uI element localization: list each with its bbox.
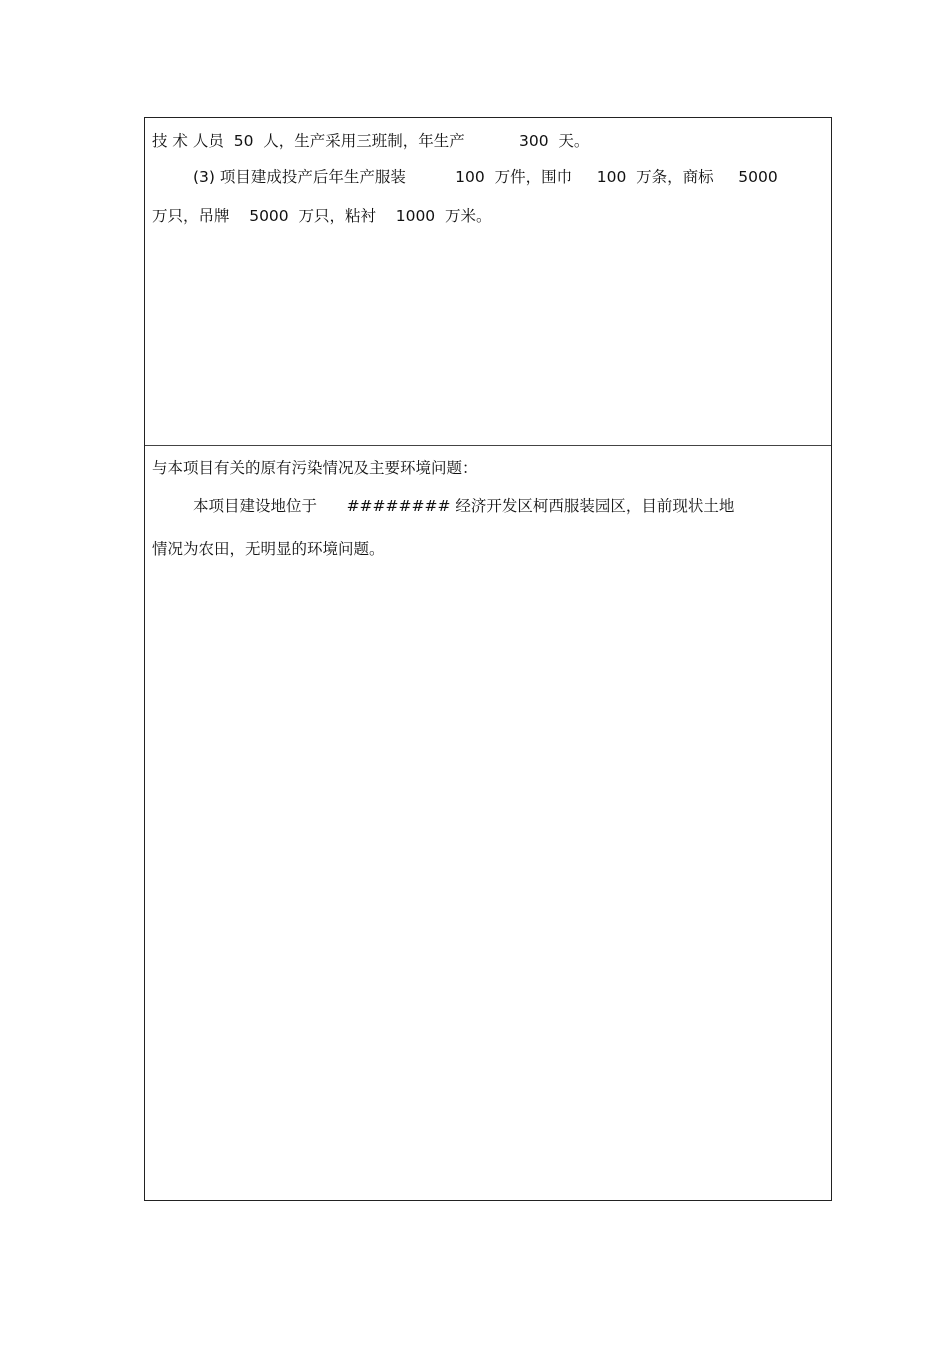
site-description-line: 本项目建设地位于 ######## 经济开发区柯西服装园区，目前现状土地 <box>193 497 735 515</box>
project-scale-cell <box>145 118 831 446</box>
production-capacity-line-cont: 万只，吊牌 5000 万只，粘衬 1000 万米。 <box>152 207 492 225</box>
production-capacity-line: (3) 项目建成投产后年生产服装 100 万件，围巾 100 万条，商标 5000 <box>193 168 778 186</box>
staffing-line: 技 术 人员 50 人，生产采用三班制，年生产 300 天。 <box>152 132 590 150</box>
document-table <box>144 117 832 1201</box>
environment-issues-cell <box>145 446 831 1200</box>
environment-issues-heading: 与本项目有关的原有污染情况及主要环境问题： <box>152 459 478 477</box>
site-description-line-cont: 情况为农田，无明显的环境问题。 <box>152 540 385 558</box>
